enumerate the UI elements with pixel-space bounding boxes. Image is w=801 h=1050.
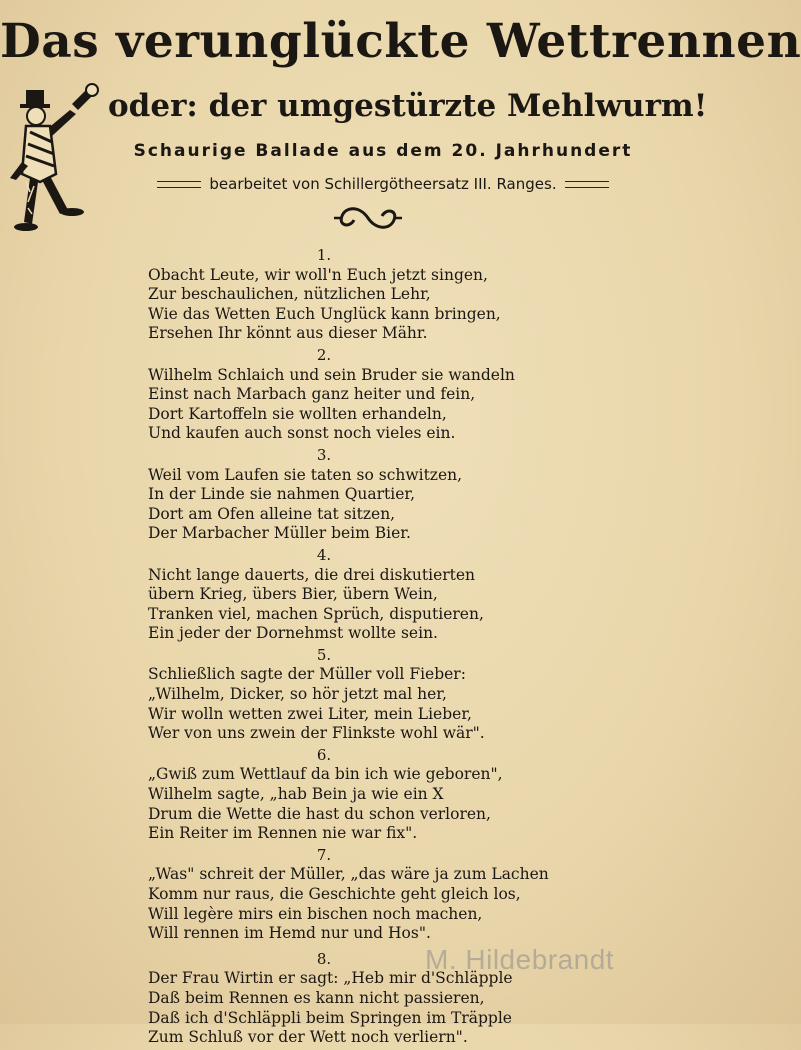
verse-line: „Gwiß zum Wettlauf da bin ich wie geboren", (148, 765, 503, 784)
verse-line: Und kaufen auch sonst noch vieles ein. (148, 424, 456, 443)
stanza (148, 346, 548, 444)
ballad-description: Schaurige Ballade aus dem 20. Jahrhundert (133, 141, 633, 161)
ornament-icon (332, 204, 404, 232)
stanza (148, 546, 548, 644)
stanza (148, 246, 548, 344)
verse-line: Der Frau Wirtin er sagt: „Heb mir d'Schläpple (148, 969, 513, 988)
verse-line: Wir wolln wetten zwei Liter, mein Lieber, (148, 704, 472, 723)
verse-line: Daß ich d'Schläppli beim Springen im Träpple (148, 1008, 512, 1027)
watermark: M. Hildebrandt (425, 944, 615, 975)
page-title: Das verunglückte Wettrennen (0, 14, 801, 69)
decorative-rule-right (565, 181, 609, 188)
stanza-number: 7. (316, 845, 332, 864)
stanza (148, 846, 548, 944)
stanza-number: 3. (316, 445, 332, 464)
byline (100, 171, 666, 197)
verse-line: „Was" schreit der Müller, „das wäre ja zum Lachen (148, 865, 549, 884)
stanza-number: 4. (316, 545, 332, 564)
verse-line: Wilhelm sagte, „hab Bein ja wie ein X (148, 785, 444, 804)
verse-line: Wilhelm Schlaich und sein Bruder sie wandeln (148, 365, 515, 384)
verse-line: Will legère mirs ein bischen noch machen, (148, 904, 483, 923)
verse-line: Nicht lange dauerts, die drei diskutierten (148, 565, 476, 584)
decorative-rule-left (157, 181, 201, 188)
verse-line: Dort Kartoffeln sie wollten erhandeln, (148, 404, 447, 423)
verse-line: Ein jeder der Dornehmst wollte sein. (148, 624, 438, 643)
verse-line: Schließlich sagte der Müller voll Fieber: (148, 665, 466, 684)
ballad-verses (148, 246, 548, 1050)
verse-line: Dort am Ofen alleine tat sitzen, (148, 504, 396, 523)
stanza (148, 446, 548, 544)
verse-line: Ersehen Ihr könnt aus dieser Mähr. (148, 324, 428, 343)
verse-line: Drum die Wette die hast du schon verloren, (148, 804, 491, 823)
verse-line: Ein Reiter im Rennen nie war fix". (148, 824, 418, 843)
stanza-number: 5. (316, 645, 332, 664)
stanza-number: 6. (316, 745, 332, 764)
stanza-number: 2. (316, 345, 332, 364)
gentleman-figure-illustration (12, 82, 104, 237)
verse-line: Weil vom Laufen sie taten so schwitzen, (148, 465, 463, 484)
verse-line: „Wilhelm, Dicker, so hör jetzt mal her, (148, 685, 447, 704)
stanza (148, 646, 548, 744)
verse-line: Zum Schluß vor der Wett noch verliern". (148, 1028, 468, 1047)
verse-line: Komm nur raus, die Geschichte geht gleich los, (148, 885, 521, 903)
stanza (148, 746, 548, 844)
subtitle: oder: der umgestürzte Mehlwurm! (108, 88, 708, 124)
stanza-number: 8. (316, 949, 332, 968)
verse-line: Wer von uns zwein der Flinkste wohl wär". (148, 724, 485, 743)
verse-line: Daß beim Rennen es kann nicht passieren, (148, 988, 485, 1007)
verse-line: Obacht Leute, wir woll'n Euch jetzt singen, (148, 265, 488, 284)
verse-line: übern Krieg, übers Bier, übern Wein, (148, 585, 438, 604)
verse-line: Einst nach Marbach ganz heiter und fein, (148, 385, 476, 404)
verse-line: Wie das Wetten Euch Unglück kann bringen, (148, 304, 501, 323)
verse-line: In der Linde sie nahmen Quartier, (148, 485, 416, 504)
verse-line: Der Marbacher Müller beim Bier. (148, 524, 411, 543)
stanza-number: 1. (316, 246, 332, 264)
verse-line: Zur beschaulichen, nützlichen Lehr, (148, 285, 431, 304)
byline-text: bearbeitet von Schillergötheersatz III. Ranges. (209, 175, 557, 193)
verse-line: Tranken viel, machen Sprüch, disputieren, (148, 604, 484, 623)
verse-line: Will rennen im Hemd nur und Hos". (148, 924, 431, 943)
